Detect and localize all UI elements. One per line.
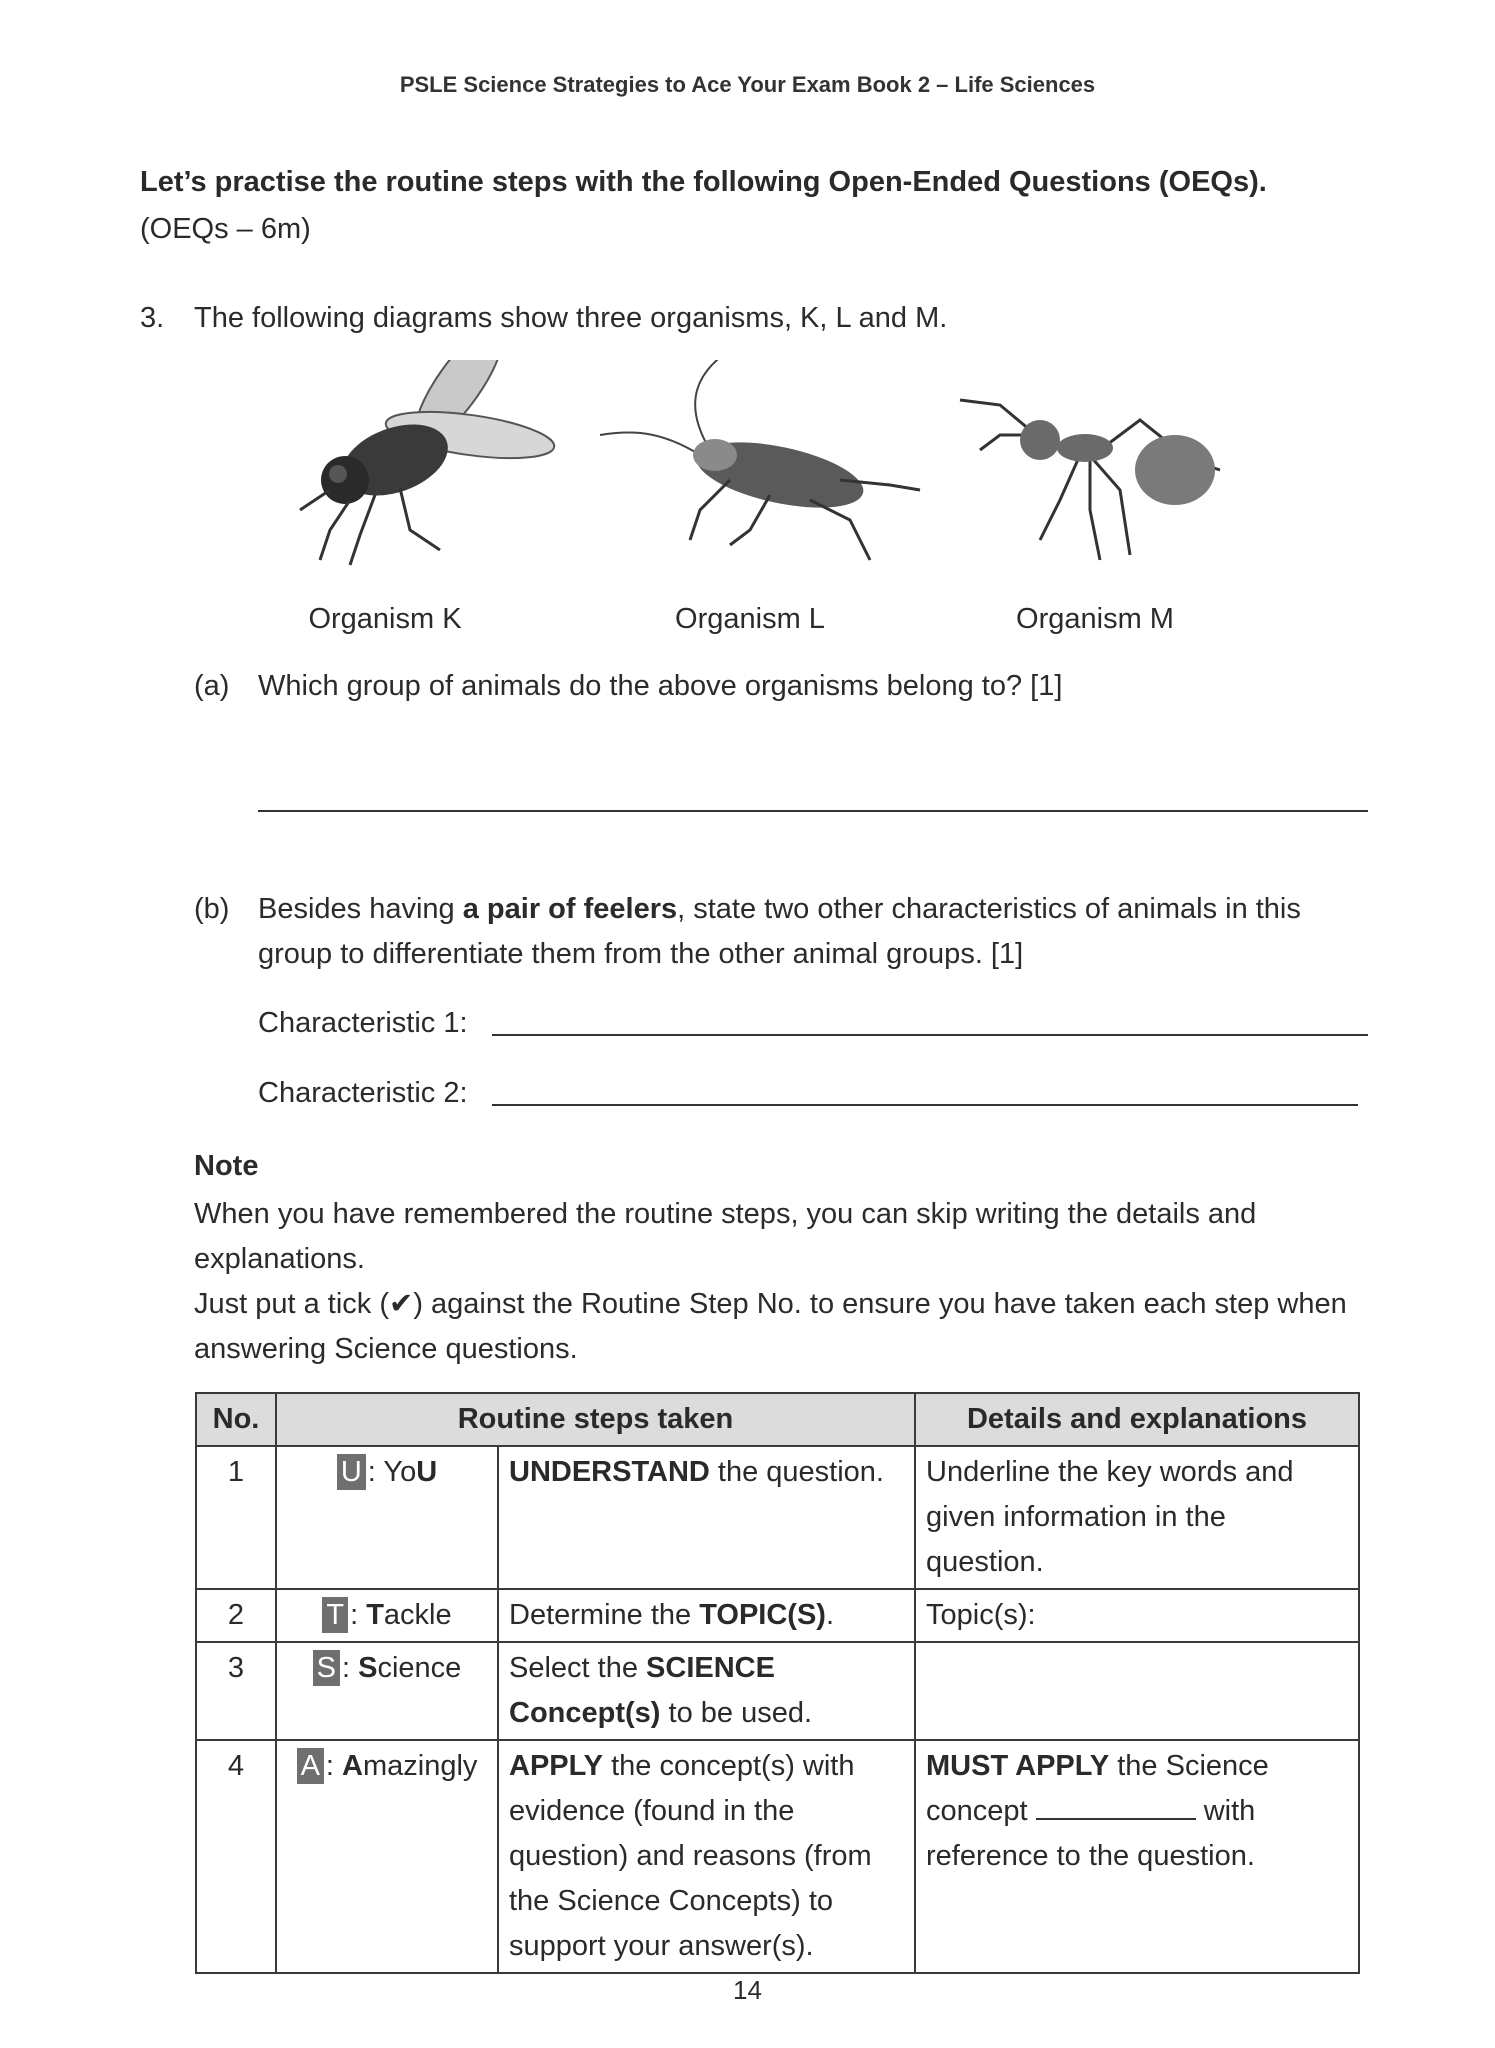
header-no: No. <box>196 1393 276 1446</box>
characteristic-2-answer-line[interactable] <box>492 1104 1358 1106</box>
cockroach-icon <box>600 360 920 560</box>
header-routine-steps: Routine steps taken <box>276 1393 915 1446</box>
row-number: 4 <box>196 1740 276 1973</box>
note-title: Note <box>194 1150 259 1182</box>
page-header: PSLE Science Strategies to Ace Your Exam Book 2 – Life Sciences <box>399 72 1096 97</box>
part-a-label: (a) <box>194 670 230 702</box>
characteristic-1-answer-line[interactable] <box>492 1034 1368 1036</box>
table-row <box>196 1589 1359 1642</box>
ant-icon <box>960 400 1220 560</box>
organism-k-label: Organism K <box>308 603 462 635</box>
routine-steps-table <box>195 1392 1360 1974</box>
step-description: APPLY the concept(s) with evidence (found in the question) and reasons (from the Science Concepts) to support your answer(s). <box>498 1740 915 1973</box>
step-description: Determine the TOPIC(S). <box>498 1589 915 1642</box>
step-letter: U : YoU <box>276 1446 498 1589</box>
note-line-1: When you have remembered the routine steps, you can skip writing the details and explanations. <box>194 1198 1257 1275</box>
step-description: UNDERSTAND the question. <box>498 1446 915 1589</box>
step-details: Underline the key words and given information in the question. <box>915 1446 1359 1589</box>
characteristic-1-label: Characteristic 1: <box>258 1007 468 1039</box>
part-b-text: Besides having a pair of feelers, state two other characteristics of animals in this group to differentiate them from the other animal groups. [1] <box>258 893 1301 970</box>
part-b-label: (b) <box>194 893 230 925</box>
step-description: Select the SCIENCE Concept(s) to be used. <box>498 1642 915 1740</box>
intro-title: Let’s practise the routine steps with the following Open-Ended Questions (OEQs). <box>140 166 1267 198</box>
organism-m-label: Organism M <box>1016 603 1174 635</box>
characteristic-2-label: Characteristic 2: <box>258 1077 468 1109</box>
question-text: The following diagrams show three organisms, K, L and M. <box>194 302 948 334</box>
step-letter: S : Science <box>276 1642 498 1740</box>
header-details: Details and explanations <box>915 1393 1359 1446</box>
step-details: MUST APPLY the Science concept with reference to the question. <box>915 1740 1359 1973</box>
table-row <box>196 1740 1359 1973</box>
organism-figures <box>260 360 1300 580</box>
intro-subtitle: (OEQs – 6m) <box>140 213 311 245</box>
step-letter: A : Amazingly <box>276 1740 498 1973</box>
note-body <box>194 1192 1374 1372</box>
table-row <box>196 1642 1359 1740</box>
fly-icon <box>300 360 557 565</box>
organism-l-label: Organism L <box>675 603 825 635</box>
row-number: 3 <box>196 1642 276 1740</box>
part-a-answer-line[interactable] <box>258 810 1368 812</box>
step-details: Topic(s): <box>915 1589 1359 1642</box>
concept-blank[interactable] <box>1036 1792 1196 1820</box>
part-a-text: Which group of animals do the above organisms belong to? [1] <box>258 670 1063 702</box>
row-number: 2 <box>196 1589 276 1642</box>
table-row <box>196 1446 1359 1589</box>
row-number: 1 <box>196 1446 276 1589</box>
step-details <box>915 1642 1359 1740</box>
note-line-2: Just put a tick (✔) against the Routine Step No. to ensure you have taken each step when answering Science questions. <box>194 1288 1347 1365</box>
page-number: 14 <box>733 1975 762 2005</box>
question-number: 3. <box>140 302 165 334</box>
step-letter: T : Tackle <box>276 1589 498 1642</box>
